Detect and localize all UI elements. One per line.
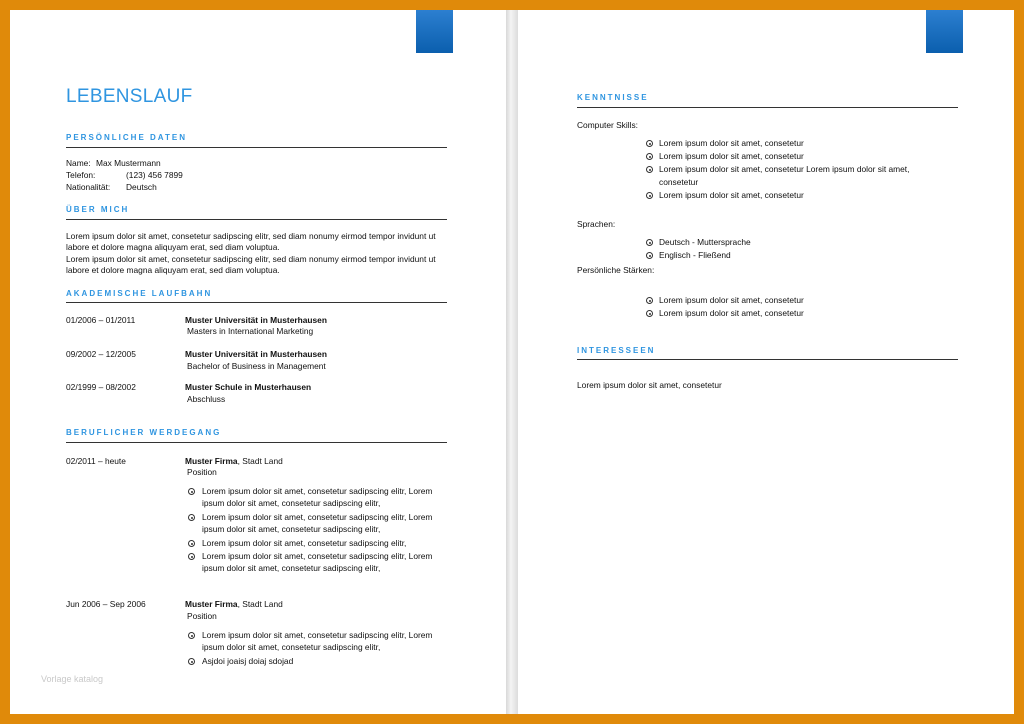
academic-date: 01/2006 – 01/2011 [66,315,136,325]
section-rule [577,107,958,108]
bullet-icon [646,239,653,246]
bullet-icon [188,658,195,665]
skill-bullet-line: Lorem ipsum dolor sit amet, consetetur [659,295,804,305]
academic-school: Muster Schule in Musterhausen [185,382,312,392]
bullet-icon [188,632,195,639]
career-bullet-line: Lorem ipsum dolor sit amet, consetetur sadipscing elitr, [202,538,407,548]
career-bullet-line: Lorem ipsum dolor sit amet, consetetur sadipscing elitr, Lorem [202,512,433,522]
bullet-icon [646,192,653,199]
career-bullet-line: ipsum dolor sit amet, consetetur sadipscing elitr, [202,563,381,573]
page-gutter [506,10,518,714]
academic-school: Muster Universität in Musterhausen [185,349,327,359]
section-rule [66,302,447,303]
career-bullet-line: Asjdoi joaisj doiaj sdojad [202,656,294,666]
about-line: Lorem ipsum dolor sit amet, consetetur sadipscing elitr, sed diam nonumy eirmod tempor invidunt ut [66,231,436,241]
bullet-icon [646,297,653,304]
academic-degree: Masters in International Marketing [187,326,314,336]
bullet-icon [188,540,195,547]
academic-degree: Abschluss [187,394,226,404]
career-bullet-line: ipsum dolor sit amet, consetetur sadipscing elitr, [202,498,381,508]
career-bullet-line: Lorem ipsum dolor sit amet, consetetur sadipscing elitr, Lorem [202,551,433,561]
career-location: , Stadt Land [237,456,283,466]
bullet-icon [646,252,653,259]
document-frame [10,10,1014,714]
career-company-line [185,599,283,611]
skill-group-label: Computer Skills: [577,120,638,130]
skill-bullet-line: Lorem ipsum dolor sit amet, consetetur [659,190,804,200]
section-heading-personal: PERSÖNLICHE DATEN [66,133,187,142]
career-position: Position [187,467,217,477]
skill-group-label: Persönliche Stärken: [577,265,655,275]
career-date: Jun 2006 – Sep 2006 [66,599,146,609]
skill-group-label: Sprachen: [577,219,616,229]
skill-bullet-line: Lorem ipsum dolor sit amet, consetetur [659,151,804,161]
bullet-icon [646,140,653,147]
career-company: Muster Firma [185,456,238,466]
watermark-text: Vorlage katalog [41,674,104,684]
career-location: , Stadt Land [237,599,283,609]
page-title: LEBENSLAUF [66,86,193,107]
section-heading-about: ÜBER MICH [66,205,130,214]
bullet-icon [188,553,195,560]
section-rule [66,147,447,148]
skill-bullet-line: Lorem ipsum dolor sit amet, consetetur Lorem ipsum dolor sit amet, [659,164,910,174]
skill-bullet-line: Lorem ipsum dolor sit amet, consetetur [659,308,804,318]
career-company-line [185,456,283,468]
career-bullet-line: ipsum dolor sit amet, consetetur sadipscing elitr, [202,642,381,652]
skill-bullet-line: Lorem ipsum dolor sit amet, consetetur [659,138,804,148]
section-rule [577,359,958,360]
career-position: Position [187,611,217,621]
bullet-icon [188,488,195,495]
career-bullet-line: ipsum dolor sit amet, consetetur sadipscing elitr, [202,524,381,534]
career-bullet-line: Lorem ipsum dolor sit amet, consetetur sadipscing elitr, Lorem [202,486,433,496]
personal-label: Name: [66,158,91,168]
about-line: Lorem ipsum dolor sit amet, consetetur sadipscing elitr, sed diam nonumy eirmod tempor invidunt ut [66,254,436,264]
skill-bullet-line: Englisch - Fließend [659,250,731,260]
page-tab-left [416,10,453,53]
academic-degree: Bachelor of Business in Management [187,361,326,371]
section-rule [66,442,447,443]
skill-bullet-line: consetetur [659,177,699,187]
personal-value: Max Mustermann [96,158,161,168]
bullet-icon [646,153,653,160]
section-rule [66,219,447,220]
about-line: labore et dolore magna aliquyam erat, sed diam voluptua. [66,265,280,275]
personal-value: Deutsch [126,182,157,192]
personal-value: (123) 456 7899 [126,170,183,180]
section-heading-career: BERUFLICHER WERDEGANG [66,428,222,437]
section-heading-skills: KENNTNISSE [577,93,649,102]
bullet-icon [646,310,653,317]
page-right [518,10,1014,714]
skill-bullet-line: Deutsch - Muttersprache [659,237,751,247]
academic-date: 02/1999 – 08/2002 [66,382,136,392]
academic-date: 09/2002 – 12/2005 [66,349,136,359]
bullet-icon [188,514,195,521]
section-heading-interests: INTERESSEEN [577,346,656,355]
career-bullet-line: Lorem ipsum dolor sit amet, consetetur sadipscing elitr, Lorem [202,630,433,640]
personal-label: Nationalität: [66,182,111,192]
personal-label: Telefon: [66,170,96,180]
bullet-icon [646,166,653,173]
section-heading-academic: AKADEMISCHE LAUFBAHN [66,289,213,298]
career-company: Muster Firma [185,599,238,609]
page-tab-right [926,10,963,53]
about-line: labore et dolore magna aliquyam erat, sed diam voluptua. [66,242,280,252]
academic-school: Muster Universität in Musterhausen [185,315,327,325]
career-date: 02/2011 – heute [66,456,126,466]
interests-text: Lorem ipsum dolor sit amet, consetetur [577,380,722,390]
page-left [10,10,506,714]
